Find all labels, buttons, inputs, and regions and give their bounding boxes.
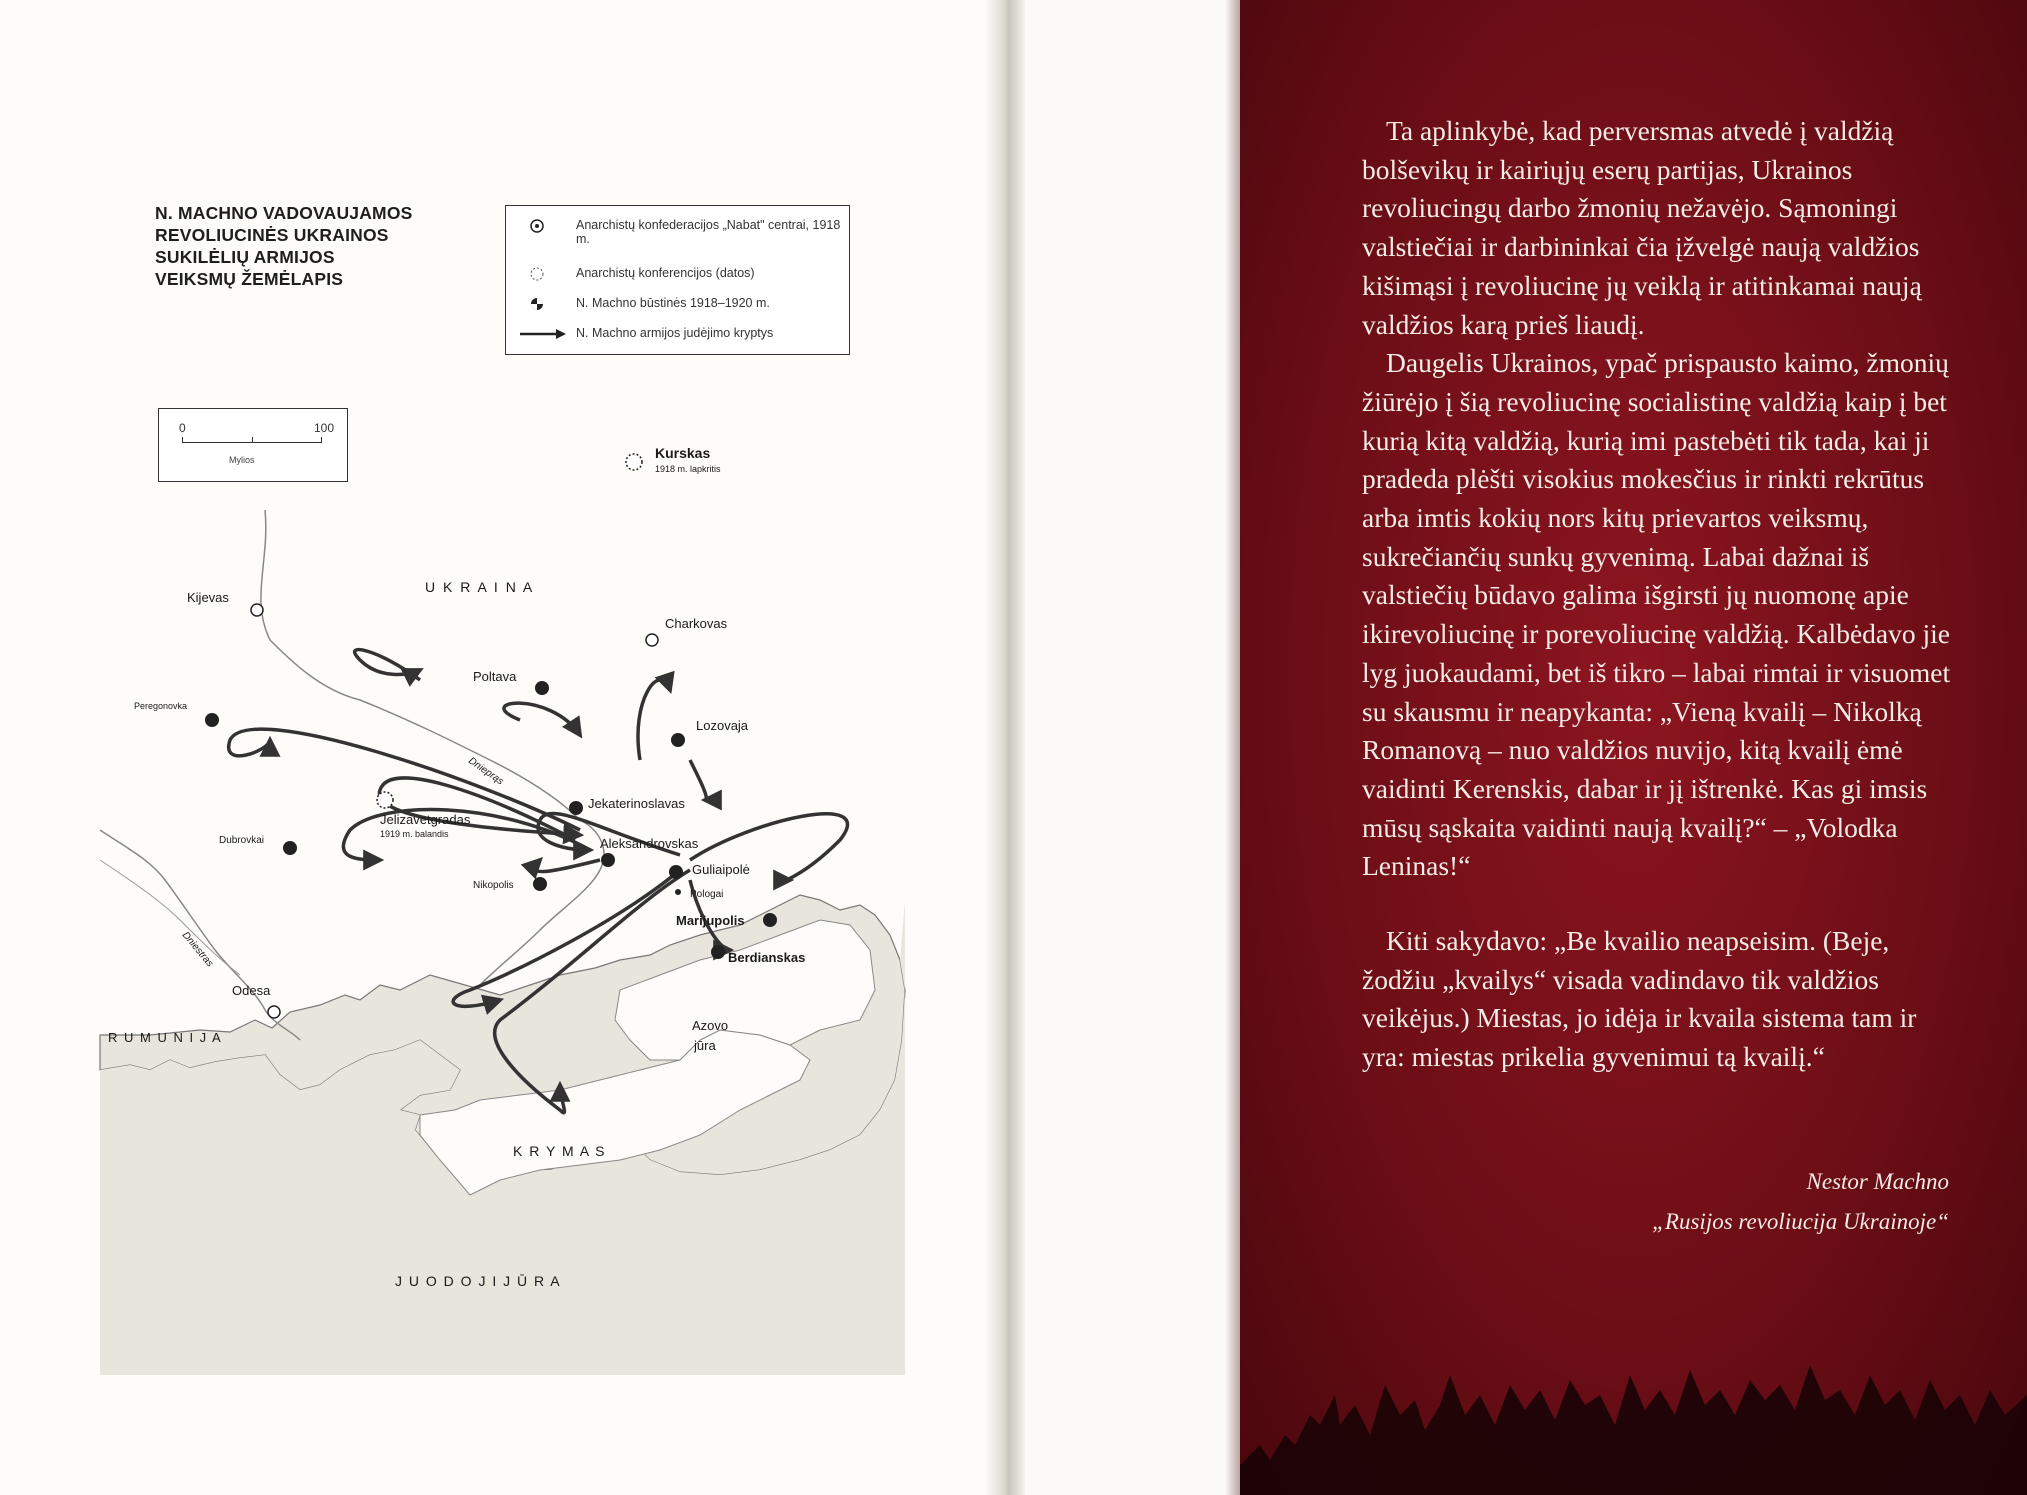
- nikopolis-label: Nikopolis: [473, 880, 514, 891]
- aleksandrovskas-marker: [601, 853, 615, 867]
- guliaipole-marker: [669, 865, 683, 879]
- jura-label: jūra: [694, 1038, 716, 1053]
- map-title: N. MACHNO VADOVAUJAMOS REVOLIUCINĖS UKRAINOS SUKILĖLIŲ ARMIJOS VEIKSMŲ ŽEMĖLAPIS: [155, 203, 413, 289]
- dniestras-label: Dniestras: [179, 929, 216, 970]
- scale-start: 0: [179, 421, 186, 435]
- charkovas-label: Charkovas: [665, 616, 728, 631]
- marijupolis-marker: [763, 913, 777, 927]
- scale-tick: [321, 437, 322, 443]
- kijevas-marker: [251, 604, 263, 616]
- quote-attribution: [1652, 1162, 1949, 1242]
- quartered-circle-icon: [526, 296, 548, 312]
- pologai-marker: [675, 889, 681, 895]
- rumunija-label: R U M U N I J A: [108, 1030, 223, 1045]
- author-name: Nestor Machno: [1806, 1169, 1949, 1194]
- jekaterinoslavas-label: Jekaterinoslavas: [588, 796, 685, 811]
- juodoji-jura-label: J U O D O J I J Ū R A: [395, 1273, 562, 1289]
- peregonovka-marker: [205, 713, 219, 727]
- scale-tick: [252, 437, 253, 443]
- west-river: [100, 860, 240, 975]
- nikopolis-marker: [533, 877, 547, 891]
- dubrovkai-marker: [283, 841, 297, 855]
- guliaipole-label: Guliaipolė: [692, 862, 750, 877]
- marijupolis-label: Marijupolis: [676, 913, 745, 928]
- page-edge: [1025, 0, 1240, 1495]
- ukraina-label: U K R A I N A: [425, 579, 535, 595]
- jelizavetgradas-marker: [377, 792, 393, 808]
- paragraph: Kiti sakydavo: „Be kvailio neapseisim. (Beje, žodžiu „kvailys“ visada vadindavo tik valdžios veikėjus.) Miestas, jo idėja ir kvaila sistema tam ir yra: miestas prikelia gyvenimui tą kvailį.“: [1362, 925, 1917, 1073]
- dubrovkai-label: Dubrovkai: [219, 835, 265, 846]
- jelizavetgradas-label: Jelizavetgradas: [380, 812, 471, 827]
- kijevas-label: Kijevas: [187, 590, 229, 605]
- scale-end: 100: [314, 421, 335, 435]
- page-shadow: [1225, 0, 1240, 1495]
- kurskas-date-label: 1918 m. lapkritis: [655, 464, 721, 474]
- map-legend: Anarchistų konfederacijos „Nabat" centrai, 1918 m. Anarchistų konferencijos (datos) N. Machno būstinės 1918–1920 m. N. Machno armijos judėjimo kryptys: [505, 205, 850, 355]
- aleksandrovskas-label: Aleksandrovskas: [600, 836, 699, 851]
- odesa-marker: [268, 1006, 280, 1018]
- kurskas-marker: [626, 454, 642, 470]
- lozovaja-label: Lozovaja: [696, 718, 749, 733]
- scale-unit: Mylios: [229, 455, 255, 465]
- jelizavetgradas-date-label: 1919 m. balandis: [380, 829, 449, 839]
- hatched-circle-icon: [526, 266, 548, 282]
- odesa-label: Odesa: [232, 983, 271, 998]
- krymas-label: K R Y M A S: [513, 1143, 607, 1159]
- quote-body: [1362, 112, 1962, 1077]
- crowd-silhouette: [1240, 1295, 2027, 1495]
- scale-tick: [182, 437, 183, 443]
- dotted-circle-icon: [526, 218, 548, 234]
- paragraph: Daugelis Ukrainos, ypač prispausto kaimo, žmonių žiūrėjo į šią revoliucinę socialistinę valdžią kaip į bet kurią kitą valdžią, kurią imi pastebėti tik tada, kai ji pradeda plėšti visokius mokesčius ir rinkti rekrūtus arba imtis kokių nors kitų prievartos veiksmų, sukrečiančių sunkų gyvenimą. Labai dažnai iš valstiečių būdavo galima išgirsti jų nuomonę apie ikirevoliucinę ir porevoliucinę valdžią. Kalbėdavo jie lyg juokaudami, bet iš tikro – labai rimtai ir visuomet su skausmu ir neapykanta: „Vieną kvailį – Nikolką Romanovą – nuo valdžios nuvijo, kitą kvailį ėmė vaidinti Kerenskis, dabar ir jį ištrenkė. Kas gi imsis mūsų sąskaita vaidinti naują kvailį?“ – „Volodka Leninas!“: [1362, 347, 1951, 882]
- azovo-label: Azovo: [692, 1018, 729, 1033]
- berdianskas-label: Berdianskas: [728, 950, 806, 965]
- dniepras-label: Dnieprąs: [466, 755, 506, 788]
- berdianskas-marker: [711, 945, 725, 959]
- map-scale: [158, 408, 348, 482]
- lozovaja-marker: [671, 733, 685, 747]
- jekaterinoslavas-marker: [569, 801, 583, 815]
- pologai-label: Pologai: [690, 889, 724, 900]
- peregonovka-label: Peregonovka: [134, 701, 188, 711]
- poltava-marker: [535, 681, 549, 695]
- kurskas-label: Kurskas: [655, 445, 711, 461]
- poltava-label: Poltava: [473, 669, 517, 684]
- paragraph: Ta aplinkybė, kad perversmas atvedė į valdžią bolševikų ir kairiųjų eserų partijas, Ukrainos revoliucingų darbo žmonių nežavėjo. Sąmoningi valstiečiai ir darbininkai čia įžvelgė naują valdžios kišimąsi į revoliucinę jų veiklą ir atitinkamai naują valdžios karą prieš liaudį.: [1362, 115, 1922, 340]
- arrow-icon: [518, 326, 568, 342]
- charkovas-marker: [646, 634, 658, 646]
- source-title: „Rusijos revoliucija Ukrainoje“: [1652, 1209, 1949, 1234]
